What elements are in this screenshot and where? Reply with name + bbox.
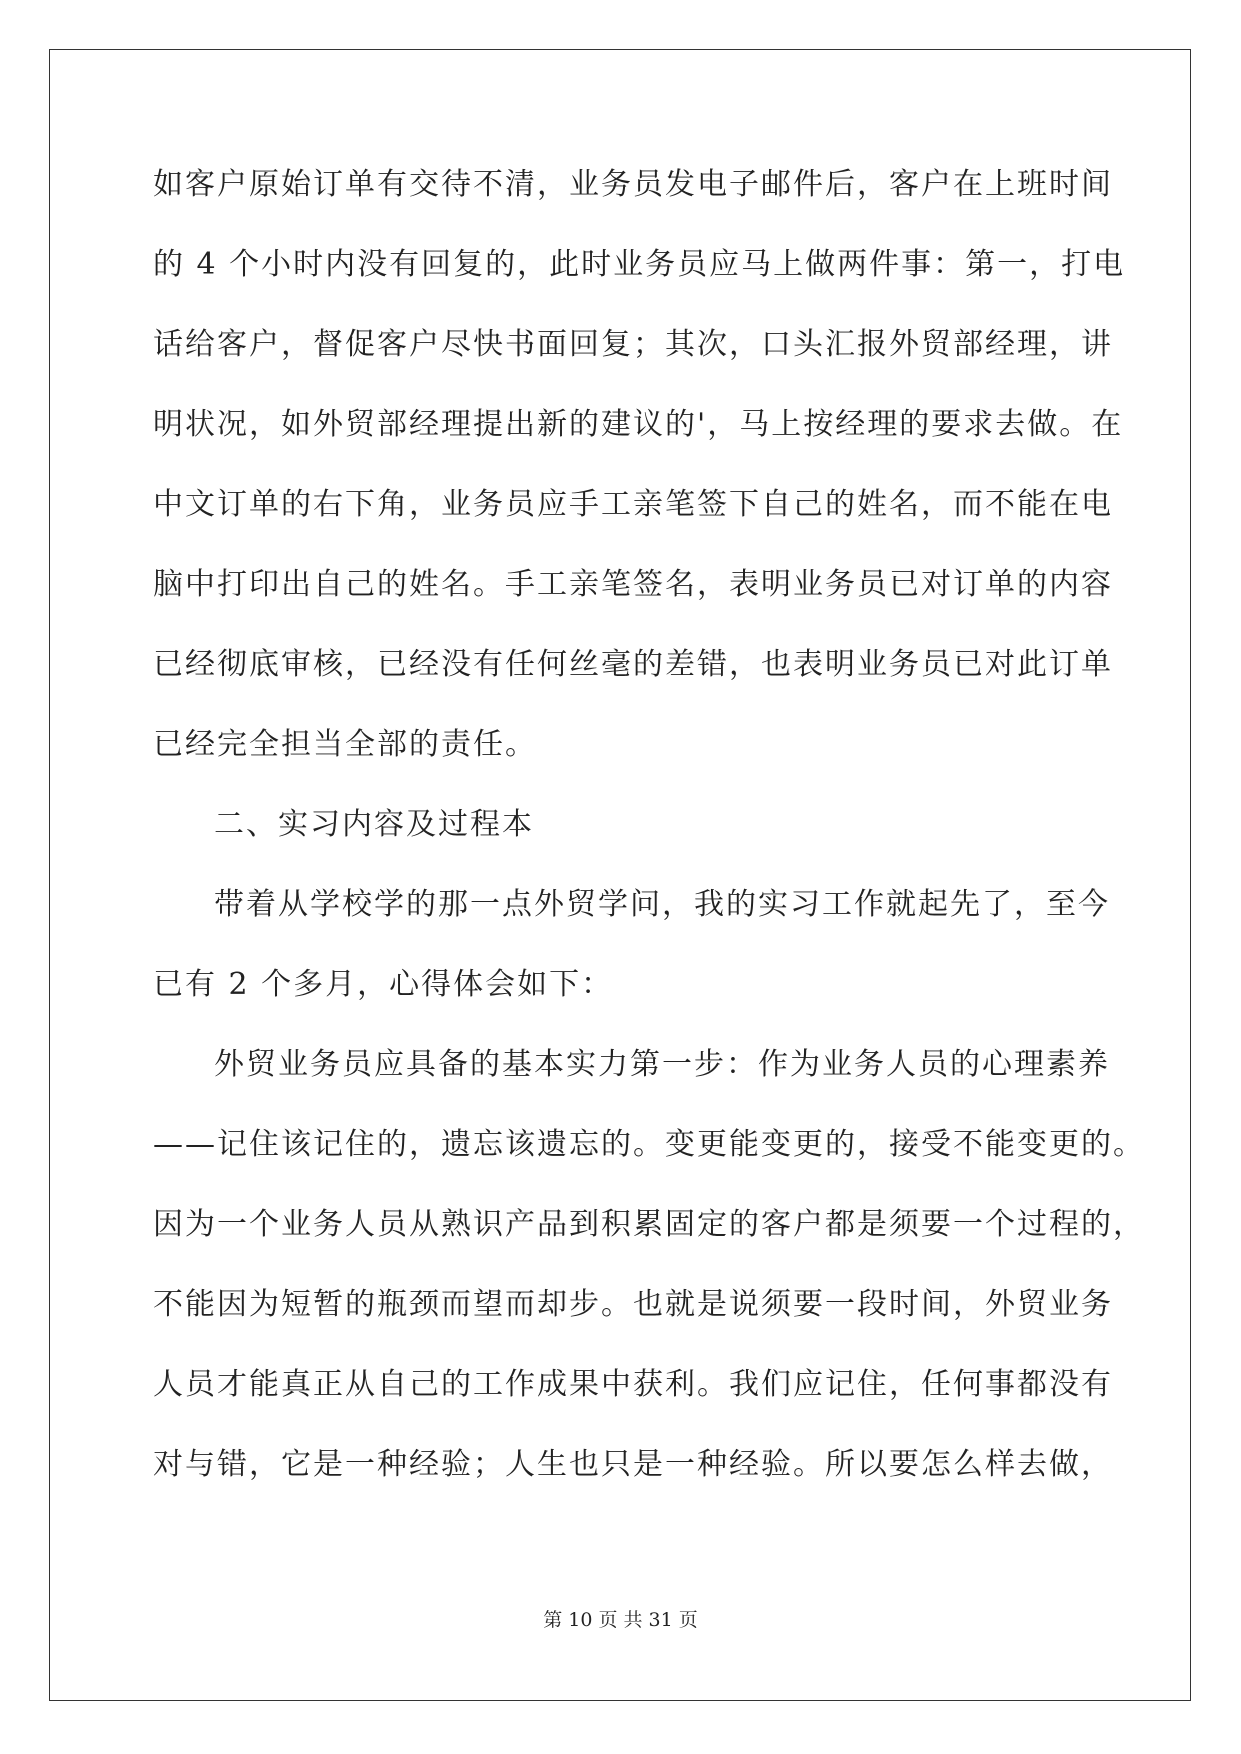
body-line: 话给客户，督促客户尽快书面回复；其次，口头汇报外贸部经理，讲: [153, 327, 1113, 362]
body-line: 中文订单的右下角，业务员应手工亲笔签下自己的姓名，而不能在电: [153, 487, 1113, 522]
body-line: 明状况，如外贸部经理提出新的建议的'，马上按经理的要求去做。在: [153, 407, 1124, 442]
section-heading: 二、实习内容及过程本: [214, 807, 534, 842]
body-line: 已经彻底审核，已经没有任何丝毫的差错，也表明业务员已对此订单: [153, 647, 1113, 682]
paragraph-start: 带着从学校学的那一点外贸学问，我的实习工作就起先了，至今: [214, 887, 1110, 922]
body-line: 如客户原始订单有交待不清，业务员发电子邮件后，客户在上班时间: [153, 167, 1113, 202]
body-line: 脑中打印出自己的姓名。手工亲笔签名，表明业务员已对订单的内容: [153, 567, 1113, 602]
page-number-footer: 第 10 页 共 31 页: [543, 1609, 698, 1631]
body-line: 对与错，它是一种经验；人生也只是一种经验。所以要怎么样去做，: [153, 1447, 1113, 1482]
body-line: 的 4 个小时内没有回复的，此时业务员应马上做两件事：第一，打电: [153, 247, 1126, 282]
body-line: 已有 2 个多月，心得体会如下：: [153, 967, 614, 1002]
body-line: 不能因为短暂的瓶颈而望而却步。也就是说须要一段时间，外贸业务: [153, 1287, 1113, 1322]
body-line: 已经完全担当全部的责任。: [153, 727, 537, 762]
body-line: 因为一个业务人员从熟识产品到积累固定的客户都是须要一个过程的，: [153, 1207, 1145, 1242]
body-line: 人员才能真正从自己的工作成果中获利。我们应记住，任何事都没有: [153, 1367, 1113, 1402]
body-line: ——记住该记住的，遗忘该遗忘的。变更能变更的，接受不能变更的。: [153, 1127, 1145, 1162]
paragraph-start: 外贸业务员应具备的基本实力第一步：作为业务人员的心理素养: [214, 1047, 1110, 1082]
